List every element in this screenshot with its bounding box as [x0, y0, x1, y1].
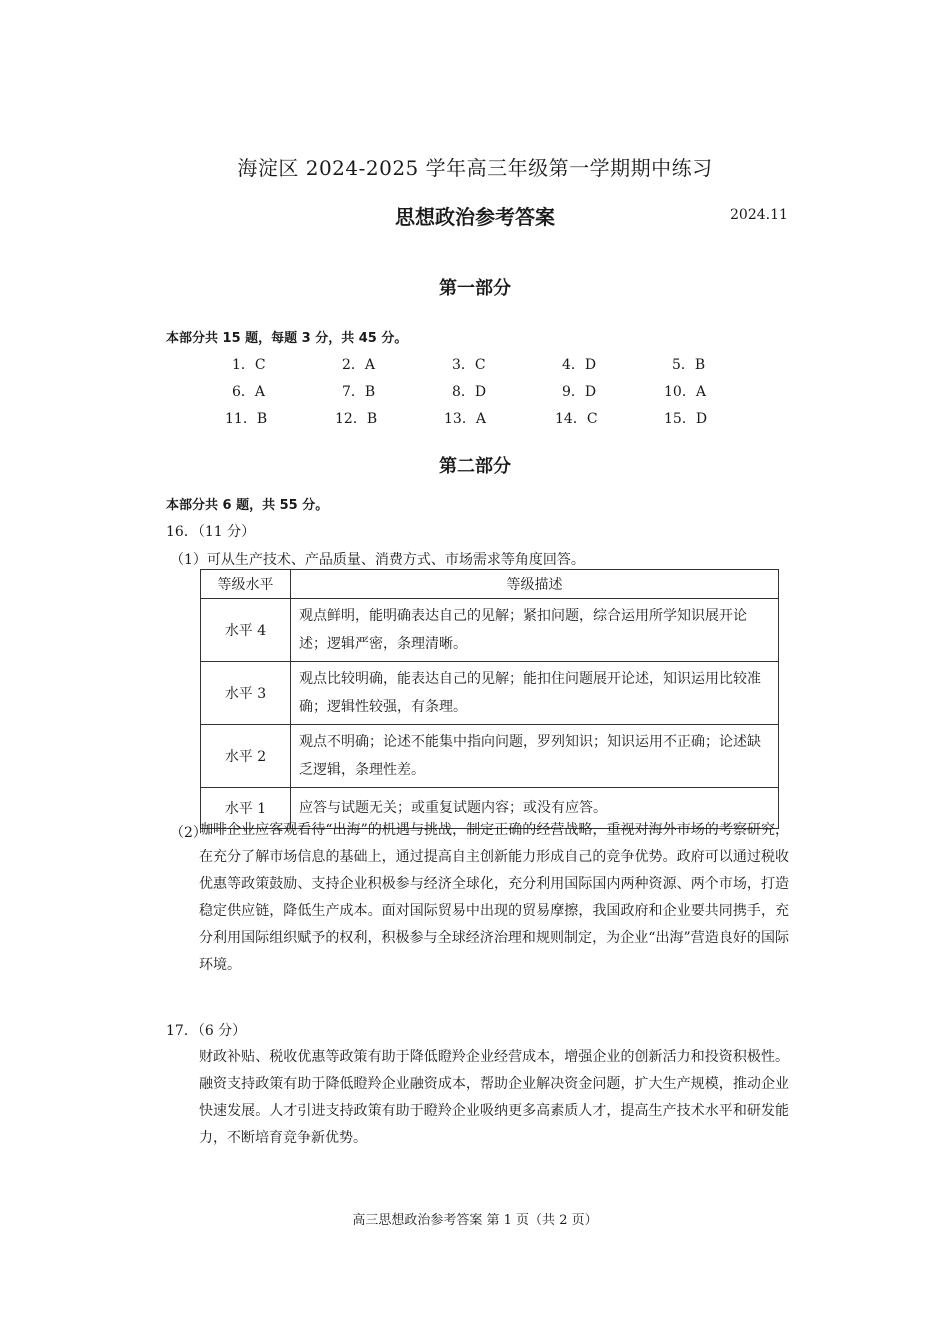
question-16-label: 16．（11 分）: [166, 524, 256, 540]
answer-11: 11．B: [225, 411, 268, 427]
desc-cell: 观点鲜明，能明确表达自己的见解；紧扣问题，综合运用所学知识展开论述；逻辑严密，条理清晰。: [291, 599, 779, 662]
answer-7: 7．B: [342, 384, 376, 400]
document-date: 2024.11: [730, 207, 788, 223]
part2-note: 本部分共 6 题，共 55 分。: [166, 498, 329, 513]
page-footer: 高三思想政治参考答案 第 1 页（共 2 页）: [352, 1213, 598, 1228]
question-16-sub1: （1）可从生产技术、产品质量、消费方式、市场需求等角度回答。: [170, 552, 585, 568]
desc-cell: 应答与试题无关；或重复试题内容；或没有应答。: [291, 788, 779, 829]
answer-3: 3．C: [452, 357, 486, 373]
part1-note: 本部分共 15 题，每题 3 分，共 45 分。: [166, 331, 408, 346]
header-level: 等级水平: [201, 570, 291, 599]
question-17-label: 17．（6 分）: [166, 1023, 247, 1039]
answer-2: 2．A: [342, 357, 376, 373]
page-title: 海淀区 2024-2025 学年高三年级第一学期期中练习: [237, 156, 713, 180]
grading-table: [200, 569, 779, 829]
answer-15: 15．D: [664, 411, 708, 427]
part2-heading: 第二部分: [439, 456, 511, 477]
part1-heading: 第一部分: [439, 278, 511, 299]
answer-5: 5．B: [672, 357, 706, 373]
desc-cell: 观点比较明确，能表达自己的见解；能扣住问题展开论述，知识运用比较准确；逻辑性较强，有条理。: [291, 662, 779, 725]
table-header-row: [201, 570, 779, 599]
document-subtitle: 思想政治参考答案: [395, 205, 555, 229]
answer-9: 9．D: [562, 384, 597, 400]
question-16-sub2-label: （2）: [170, 825, 207, 841]
answer-10: 10．A: [664, 384, 706, 400]
answer-13: 13．A: [444, 411, 486, 427]
answer-12: 12．B: [335, 411, 378, 427]
header-desc: 等级描述: [291, 570, 779, 599]
question-17-answer: 财政补贴、税收优惠等政策有助于降低瞪羚企业经营成本，增强企业的创新活力和投资积极性。融资支持政策有助于降低瞪羚企业融资成本，帮助企业解决资金问题，扩大生产规模，推动企业快速发展。人才引进支持政策有助于瞪羚企业吸纳更多高素质人才，提高生产技术水平和研发能力，不断培育竞争新优势。: [199, 1049, 789, 1146]
level-cell: 水平 2: [201, 725, 291, 788]
question-16-sub2-answer: 咖啡企业应客观看待“出海”的机遇与挑战，制定正确的经营战略，重视对海外市场的考察研究，在充分了解市场信息的基础上，通过提高自主创新能力形成自己的竞争优势。政府可以通过税收优惠等政策鼓励、支持企业积极参与经济全球化，充分利用国际国内两种资源、两个市场，打造稳定供应链，降低生产成本。面对国际贸易中出现的贸易摩擦，我国政府和企业要共同携手，充分利用国际组织赋予的权利，积极参与全球经济治理和规则制定，为企业“出海”营造良好的国际环境。: [199, 822, 789, 973]
table-row: [201, 725, 779, 788]
answer-4: 4．D: [562, 357, 597, 373]
answer-14: 14．C: [555, 411, 598, 427]
answer-8: 8．D: [452, 384, 487, 400]
level-cell: 水平 4: [201, 599, 291, 662]
table-row: [201, 662, 779, 725]
table-row: [201, 599, 779, 662]
answer-6: 6．A: [232, 384, 266, 400]
level-cell: 水平 1: [201, 788, 291, 829]
desc-cell: 观点不明确；论述不能集中指向问题，罗列知识；知识运用不正确；论述缺乏逻辑，条理性差。: [291, 725, 779, 788]
answer-1: 1．C: [232, 357, 266, 373]
level-cell: 水平 3: [201, 662, 291, 725]
